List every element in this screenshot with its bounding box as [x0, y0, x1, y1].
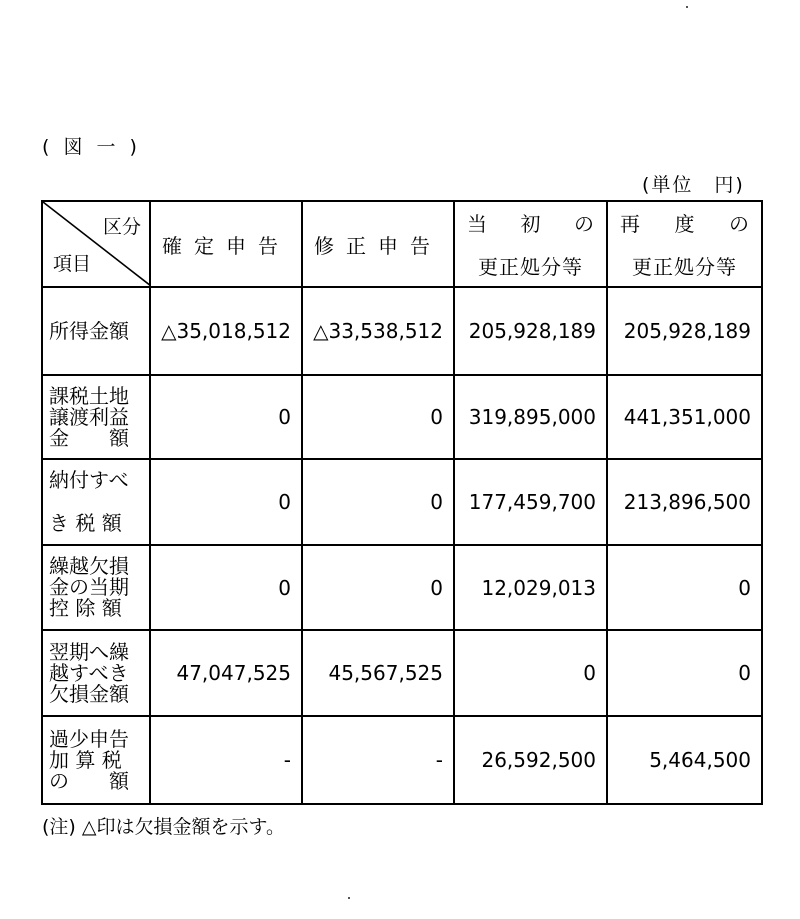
footnote: (注) △印は欠損金額を示す。 [42, 816, 285, 838]
row-label-line: 加 算 税 [49, 747, 122, 772]
value-cell: △35,018,512 [150, 287, 302, 375]
row-label [42, 375, 150, 459]
figure-label: ( 図 一 ) [42, 136, 141, 158]
income-table [41, 200, 763, 805]
value-cell: 47,047,525 [150, 630, 302, 716]
row-label-line: 譲渡利益 [49, 404, 129, 429]
value-cell: 0 [454, 630, 607, 716]
row-label-line: の 額 [49, 768, 129, 793]
corner-header-cell [42, 201, 150, 287]
row-label-line: 繰越欠損 [49, 554, 129, 578]
row-label [42, 716, 150, 804]
header-row [42, 201, 762, 287]
row-label-line: 欠損金額 [49, 681, 129, 706]
value-cell: 0 [150, 375, 302, 459]
row-label [42, 459, 150, 545]
row-label-line: 過少申告 [49, 726, 129, 751]
value-cell: 0 [302, 459, 454, 545]
value-cell: 0 [302, 375, 454, 459]
scan-speck [348, 897, 350, 899]
row-label-line: 納付すべ [49, 468, 129, 492]
header-part: 当 [467, 212, 487, 236]
value-cell: 213,896,500 [607, 459, 762, 545]
column-header-shusei: 修正申告 [302, 201, 454, 287]
header-part: 度 [674, 212, 695, 236]
row-label-line: 金 額 [49, 425, 129, 450]
value-cell: △33,538,512 [302, 287, 454, 375]
header-line2: 更正処分等 [632, 255, 737, 279]
column-header-initial-correction [454, 201, 607, 287]
value-cell: 12,029,013 [454, 545, 607, 630]
value-cell: - [150, 716, 302, 804]
table-row [42, 375, 762, 459]
value-cell: 0 [150, 459, 302, 545]
column-header-kakutei: 確定申告 [150, 201, 302, 287]
value-cell: 0 [150, 545, 302, 630]
value-cell: 26,592,500 [454, 716, 607, 804]
value-cell: 0 [607, 545, 762, 630]
value-cell: 5,464,500 [607, 716, 762, 804]
value-cell: 319,895,000 [454, 375, 607, 459]
scan-speck [686, 6, 688, 8]
value-cell: 205,928,189 [607, 287, 762, 375]
unit-label: (単位 円) [642, 174, 745, 196]
table-row [42, 459, 762, 545]
row-label-line: 翌期へ繰 [49, 639, 129, 664]
value-cell: 205,928,189 [454, 287, 607, 375]
value-cell: - [302, 716, 454, 804]
table-row [42, 716, 762, 804]
corner-bottom-label: 項目 [53, 253, 92, 275]
header-part: の [729, 212, 749, 236]
row-label [42, 545, 150, 630]
row-label-line: 課税土地 [49, 383, 129, 408]
column-header-second-correction [607, 201, 762, 287]
row-label [42, 630, 150, 716]
row-label: 所得金額 [42, 287, 150, 375]
table-row [42, 545, 762, 630]
value-cell: 441,351,000 [607, 375, 762, 459]
value-cell: 177,459,700 [454, 459, 607, 545]
header-line2: 更正処分等 [478, 255, 583, 279]
value-cell: 45,567,525 [302, 630, 454, 716]
corner-top-label: 区分 [102, 216, 141, 238]
row-label-line: き 税 額 [49, 511, 122, 535]
row-label-line: 金の当期 [49, 575, 129, 599]
row-label-line: 越すべき [49, 660, 129, 685]
header-part: 初 [520, 212, 541, 236]
table-row [42, 287, 762, 375]
header-part: の [574, 212, 594, 236]
table-row [42, 630, 762, 716]
row-label-line: 控 除 額 [49, 596, 122, 620]
value-cell: 0 [302, 545, 454, 630]
header-part: 再 [620, 212, 640, 236]
value-cell: 0 [607, 630, 762, 716]
